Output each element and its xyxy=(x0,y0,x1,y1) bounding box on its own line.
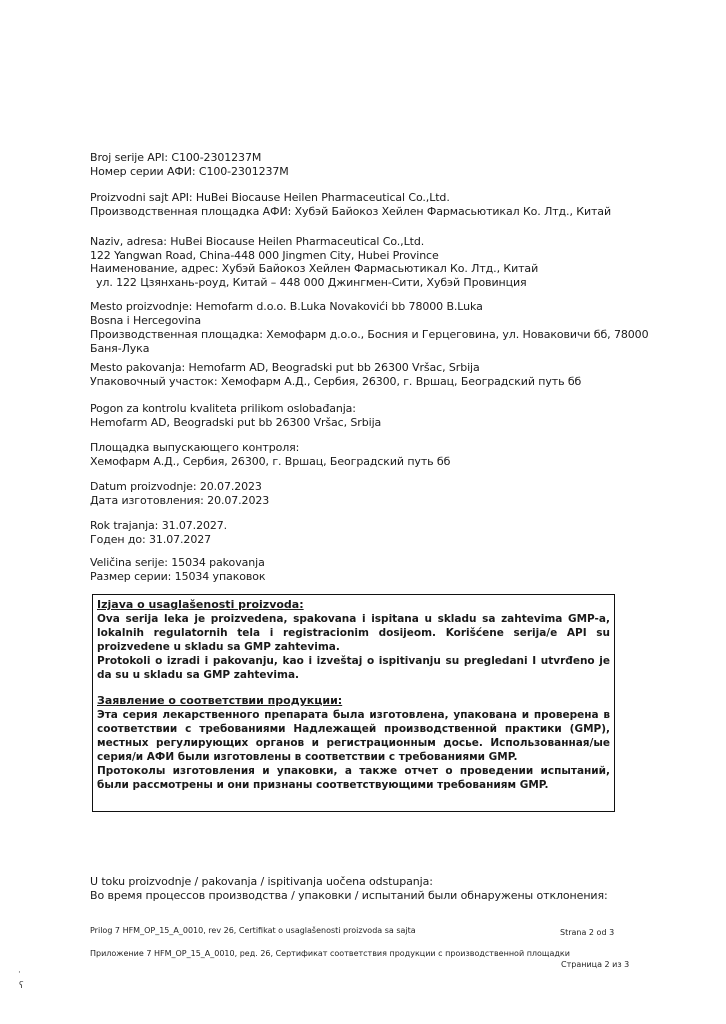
expiry-ru: Годен до: 31.07.2027 xyxy=(90,533,212,546)
packaging-place-ru: Упаковочный участок: Хемофарм А.Д., Сербия, 26300, г. Вршац, Београдский путь бб xyxy=(90,375,582,388)
declaration-paragraph-sr-1: Ova serija leka je proizvedena, spakovana i ispitana u skladu sa zahtevima GMP-a, lokalnih regulatornih tela i registracionim dosijeom. Korišćene serija/e API su proizvedene u skladu sa GMP zahtevima. xyxy=(97,613,610,653)
declaration-paragraph-sr-2: Protokoli o izradi i pakovanju, kao i izveštaj o ispitivanju su pregledani I utvrđeno je da su u skladu sa GMP zahtevima. xyxy=(97,655,610,681)
conformity-declaration-box xyxy=(92,594,615,812)
qc-site-ru-2: Хемофарм А.Д., Сербия, 26300, г. Вршац, Београдский путь бб xyxy=(90,455,451,468)
footer-left-ru: Приложение 7 HFM_OP_15_A_0010, ред. 26, Сертификат соответствия продукции с производственной площадки xyxy=(90,949,570,958)
name-address-ru-1: Наименование, адрес: Хубэй Байокоз Хейлен Фармасьютикал Ко. Лтд., Китай xyxy=(90,262,539,275)
declaration-title-ru: Заявление о соответствии продукции: xyxy=(97,694,343,707)
production-site-api-ru: Производственная площадка АФИ: Хубэй Байокоз Хейлен Фармасьютикал Ко. Лтд., Китай xyxy=(90,205,612,218)
deviations-ru: Во время процессов производства / упаковки / испытаний были обнаружены отклонения: xyxy=(90,889,608,902)
scan-speck: ʕ xyxy=(19,981,24,991)
production-date-ru: Дата изготовления: 20.07.2023 xyxy=(90,494,270,507)
name-address-ru-2: ул. 122 Цзянхань-роуд, Китай – 448 000 Джингмен-Сити, Хубэй Провинция xyxy=(96,276,527,289)
batch-api-sr: Broj serije API: C100-2301237M xyxy=(90,151,262,164)
footer-left-sr: Prilog 7 HFM_OP_15_A_0010, rev 26, Certifikat o usaglašenosti proizvoda sa sajta xyxy=(90,926,416,935)
packaging-place-sr: Mesto pakovanja: Hemofarm AD, Beogradski put bb 26300 Vršac, Srbija xyxy=(90,361,480,374)
deviations-sr: U toku proizvodnje / pakovanja / ispitivanja uočena odstupanja: xyxy=(90,875,433,888)
production-place-ru-2: Баня-Лука xyxy=(90,342,150,355)
production-place-sr-1: Mesto proizvodnje: Hemofarm d.o.o. B.Luka Novakovići bb 78000 B.Luka xyxy=(90,300,483,313)
footer-page-sr: Strana 2 od 3 xyxy=(560,928,615,937)
batch-api-ru: Номер серии АФИ: C100-2301237M xyxy=(90,165,289,178)
scan-speck: · xyxy=(18,968,21,978)
production-date-sr: Datum proizvodnje: 20.07.2023 xyxy=(90,480,262,493)
qc-site-ru-1: Площадка выпускающего контроля: xyxy=(90,441,300,454)
declaration-title-sr: Izjava o usaglašenosti proizvoda: xyxy=(97,598,304,611)
production-site-api-sr: Proizvodni sajt API: HuBei Biocause Heilen Pharmaceutical Co.,Ltd. xyxy=(90,191,450,204)
footer-page-ru: Страница 2 из 3 xyxy=(561,960,630,969)
name-address-sr-1: Naziv, adresa: HuBei Biocause Heilen Pharmaceutical Co.,Ltd. xyxy=(90,235,425,248)
qc-site-sr-2: Hemofarm AD, Beogradski put bb 26300 Vršac, Srbija xyxy=(90,416,382,429)
production-place-sr-2: Bosna i Hercegovina xyxy=(90,314,201,327)
declaration-paragraph-ru-2: Протоколы изготовления и упаковки, а также отчет о проведении испытаний, были рассмотрены и они признаны соответствующими требованиям GMP. xyxy=(97,765,610,791)
declaration-paragraph-ru-1: Эта серия лекарственного препарата была изготовлена, упакована и проверена в соответствии с требованиями Надлежащей производственной практики (GMP), местных регулирующих органов и регистрационным досье. Использованная/ые серия/и АФИ были изготовлены в соответствии с требованиями GMP. xyxy=(97,709,610,763)
name-address-sr-2: 122 Yangwan Road, China-448 000 Jingmen City, Hubei Province xyxy=(90,249,439,262)
expiry-sr: Rok trajanja: 31.07.2027. xyxy=(90,519,228,532)
batch-size-ru: Размер серии: 15034 упаковок xyxy=(90,570,266,583)
qc-site-sr-1: Pogon za kontrolu kvaliteta prilikom oslobađanja: xyxy=(90,402,356,415)
batch-size-sr: Veličina serije: 15034 pakovanja xyxy=(90,556,265,569)
production-place-ru-1: Производственная площадка: Хемофарм д.о.о., Босния и Герцеговина, ул. Новаковичи бб, 78000 xyxy=(90,328,649,341)
